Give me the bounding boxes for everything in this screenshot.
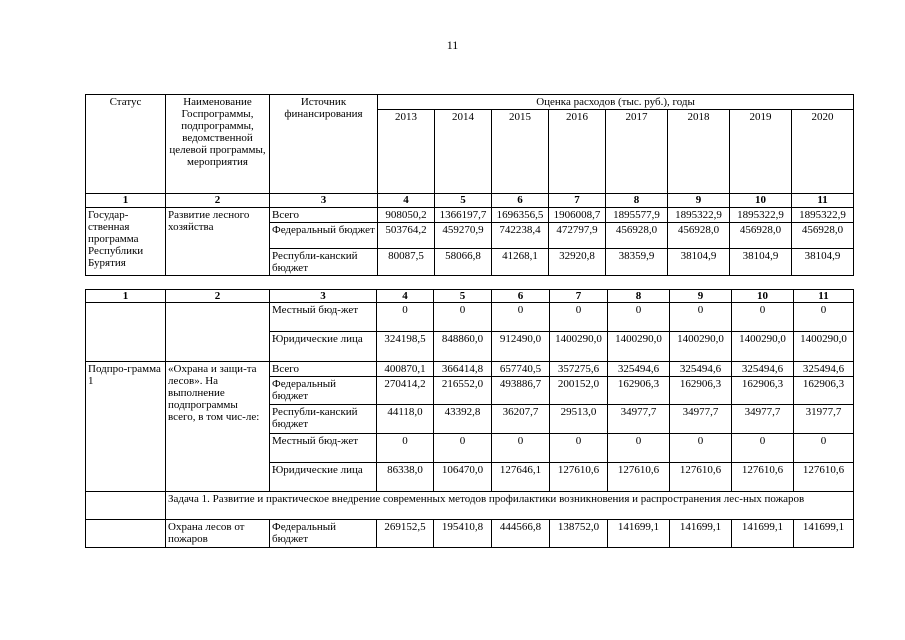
value-cell: 127610,6 xyxy=(670,463,732,492)
value-cell: 325494,6 xyxy=(794,362,854,377)
expenditure-table-continuation xyxy=(85,289,854,548)
row-source: Местный бюд-жет xyxy=(270,434,377,463)
value-cell: 456928,0 xyxy=(668,223,730,249)
column-number: 2 xyxy=(166,194,270,208)
task-1-heading: Задача 1. Развитие и практическое внедрение современных методов профилактики возникновения и распространения лес-ных пожаров xyxy=(166,492,854,520)
value-cell: 29513,0 xyxy=(550,405,608,434)
value-cell: 200152,0 xyxy=(550,377,608,405)
value-cell: 216552,0 xyxy=(434,377,492,405)
value-cell: 0 xyxy=(377,303,434,332)
value-cell: 0 xyxy=(492,434,550,463)
value-cell: 195410,8 xyxy=(434,520,492,548)
column-number: 8 xyxy=(606,194,668,208)
column-number: 5 xyxy=(435,194,492,208)
value-cell: 1895322,9 xyxy=(792,208,854,223)
value-cell: 456928,0 xyxy=(730,223,792,249)
value-cell: 41268,1 xyxy=(492,249,549,276)
table-row xyxy=(86,492,854,520)
value-cell: 456928,0 xyxy=(792,223,854,249)
header-status: Статус xyxy=(86,95,166,194)
column-number: 4 xyxy=(378,194,435,208)
column-number: 6 xyxy=(492,290,550,303)
value-cell: 444566,8 xyxy=(492,520,550,548)
value-cell: 43392,8 xyxy=(434,405,492,434)
column-number: 3 xyxy=(270,194,378,208)
value-cell: 0 xyxy=(732,303,794,332)
value-cell: 80087,5 xyxy=(378,249,435,276)
value-cell: 848860,0 xyxy=(434,332,492,362)
value-cell: 106470,0 xyxy=(434,463,492,492)
value-cell: 269152,5 xyxy=(377,520,434,548)
value-cell: 127646,1 xyxy=(492,463,550,492)
value-cell: 1895322,9 xyxy=(668,208,730,223)
value-cell: 1895577,9 xyxy=(606,208,668,223)
row-source: Республи-канский бюджет xyxy=(270,405,377,434)
header-year: 2015 xyxy=(492,110,549,194)
measure-name: Охрана лесов от пожаров xyxy=(166,520,270,548)
value-cell: 0 xyxy=(434,303,492,332)
value-cell: 325494,6 xyxy=(670,362,732,377)
row-source: Республи-канский бюджет xyxy=(270,249,378,276)
value-cell: 141699,1 xyxy=(732,520,794,548)
value-cell: 127610,6 xyxy=(732,463,794,492)
column-number: 10 xyxy=(732,290,794,303)
value-cell: 1400290,0 xyxy=(670,332,732,362)
empty-cell xyxy=(86,492,166,520)
value-cell: 58066,8 xyxy=(435,249,492,276)
value-cell: 44118,0 xyxy=(377,405,434,434)
row-source: Местный бюд-жет xyxy=(270,303,377,332)
value-cell: 0 xyxy=(608,434,670,463)
value-cell: 0 xyxy=(492,303,550,332)
value-cell: 0 xyxy=(608,303,670,332)
value-cell: 657740,5 xyxy=(492,362,550,377)
value-cell: 32920,8 xyxy=(549,249,606,276)
column-number: 8 xyxy=(608,290,670,303)
value-cell: 127610,6 xyxy=(550,463,608,492)
table-row xyxy=(86,520,854,548)
value-cell: 31977,7 xyxy=(794,405,854,434)
value-cell: 1400290,0 xyxy=(732,332,794,362)
value-cell: 270414,2 xyxy=(377,377,434,405)
value-cell: 742238,4 xyxy=(492,223,549,249)
empty-cell xyxy=(166,303,270,362)
column-number: 1 xyxy=(86,194,166,208)
value-cell: 162906,3 xyxy=(670,377,732,405)
value-cell: 0 xyxy=(670,303,732,332)
subprogram-name: «Охрана и защи-та лесов». На выполнение подпрограммы всего, в том чис-ле: xyxy=(166,362,270,492)
value-cell: 34977,7 xyxy=(608,405,670,434)
header-year: 2016 xyxy=(549,110,606,194)
value-cell: 459270,9 xyxy=(435,223,492,249)
row-source: Федеральный бюджет xyxy=(270,520,377,548)
value-cell: 0 xyxy=(670,434,732,463)
column-number: 3 xyxy=(270,290,377,303)
value-cell: 324198,5 xyxy=(377,332,434,362)
value-cell: 0 xyxy=(732,434,794,463)
program-name: Развитие лесного хозяйства xyxy=(166,208,270,276)
value-cell: 38104,9 xyxy=(792,249,854,276)
value-cell: 141699,1 xyxy=(670,520,732,548)
value-cell: 36207,7 xyxy=(492,405,550,434)
value-cell: 908050,2 xyxy=(378,208,435,223)
column-number: 9 xyxy=(668,194,730,208)
column-number: 7 xyxy=(550,290,608,303)
table-row xyxy=(86,303,854,332)
value-cell: 127610,6 xyxy=(608,463,670,492)
value-cell: 1400290,0 xyxy=(794,332,854,362)
value-cell: 127610,6 xyxy=(794,463,854,492)
value-cell: 38104,9 xyxy=(730,249,792,276)
value-cell: 0 xyxy=(550,434,608,463)
header-year: 2014 xyxy=(435,110,492,194)
column-number: 9 xyxy=(670,290,732,303)
value-cell: 1906008,7 xyxy=(549,208,606,223)
value-cell: 912490,0 xyxy=(492,332,550,362)
value-cell: 1400290,0 xyxy=(608,332,670,362)
value-cell: 493886,7 xyxy=(492,377,550,405)
value-cell: 0 xyxy=(794,303,854,332)
value-cell: 38359,9 xyxy=(606,249,668,276)
value-cell: 38104,9 xyxy=(668,249,730,276)
value-cell: 357275,6 xyxy=(550,362,608,377)
column-number: 10 xyxy=(730,194,792,208)
column-number: 6 xyxy=(492,194,549,208)
empty-cell xyxy=(86,303,166,362)
page-number: 11 xyxy=(446,38,459,52)
value-cell: 162906,3 xyxy=(608,377,670,405)
value-cell: 86338,0 xyxy=(377,463,434,492)
value-cell: 0 xyxy=(550,303,608,332)
value-cell: 503764,2 xyxy=(378,223,435,249)
column-number: 11 xyxy=(794,290,854,303)
value-cell: 456928,0 xyxy=(606,223,668,249)
value-cell: 472797,9 xyxy=(549,223,606,249)
value-cell: 162906,3 xyxy=(794,377,854,405)
row-source: Всего xyxy=(270,208,378,223)
value-cell: 34977,7 xyxy=(732,405,794,434)
column-number: 4 xyxy=(377,290,434,303)
value-cell: 366414,8 xyxy=(434,362,492,377)
row-source: Юридические лица xyxy=(270,332,377,362)
header-year: 2017 xyxy=(606,110,668,194)
value-cell: 0 xyxy=(794,434,854,463)
column-number: 11 xyxy=(792,194,854,208)
value-cell: 1366197,7 xyxy=(435,208,492,223)
row-source: Федеральный бюджет xyxy=(270,223,378,249)
column-number-row xyxy=(86,290,854,303)
header-source: Источник финансирования xyxy=(270,95,378,194)
header-year: 2019 xyxy=(730,110,792,194)
value-cell: 34977,7 xyxy=(670,405,732,434)
value-cell: 1895322,9 xyxy=(730,208,792,223)
column-number: 2 xyxy=(166,290,270,303)
table-row xyxy=(86,208,854,223)
column-number: 5 xyxy=(434,290,492,303)
value-cell: 1696356,5 xyxy=(492,208,549,223)
value-cell: 138752,0 xyxy=(550,520,608,548)
header-year: 2020 xyxy=(792,110,854,194)
header-year: 2018 xyxy=(668,110,730,194)
row-source: Всего xyxy=(270,362,377,377)
header-year: 2013 xyxy=(378,110,435,194)
value-cell: 141699,1 xyxy=(794,520,854,548)
program-status: Государ-ственная программа Республики Бурятия xyxy=(86,208,166,276)
column-number: 1 xyxy=(86,290,166,303)
header-estimate: Оценка расходов (тыс. руб.), годы xyxy=(378,95,854,110)
column-number-row xyxy=(86,194,854,208)
expenditure-table-header xyxy=(85,94,854,276)
row-source: Юридические лица xyxy=(270,463,377,492)
value-cell: 0 xyxy=(377,434,434,463)
value-cell: 0 xyxy=(434,434,492,463)
row-source: Федеральный бюджет xyxy=(270,377,377,405)
value-cell: 162906,3 xyxy=(732,377,794,405)
table-row xyxy=(86,362,854,377)
value-cell: 400870,1 xyxy=(377,362,434,377)
value-cell: 1400290,0 xyxy=(550,332,608,362)
column-number: 7 xyxy=(549,194,606,208)
value-cell: 141699,1 xyxy=(608,520,670,548)
value-cell: 325494,6 xyxy=(608,362,670,377)
empty-cell xyxy=(86,520,166,548)
header-name: Наименование Госпрограммы, подпрограммы, ведомственной целевой программы, мероприятия xyxy=(166,95,270,194)
subprogram-status: Подпро-грамма 1 xyxy=(86,362,166,492)
value-cell: 325494,6 xyxy=(732,362,794,377)
